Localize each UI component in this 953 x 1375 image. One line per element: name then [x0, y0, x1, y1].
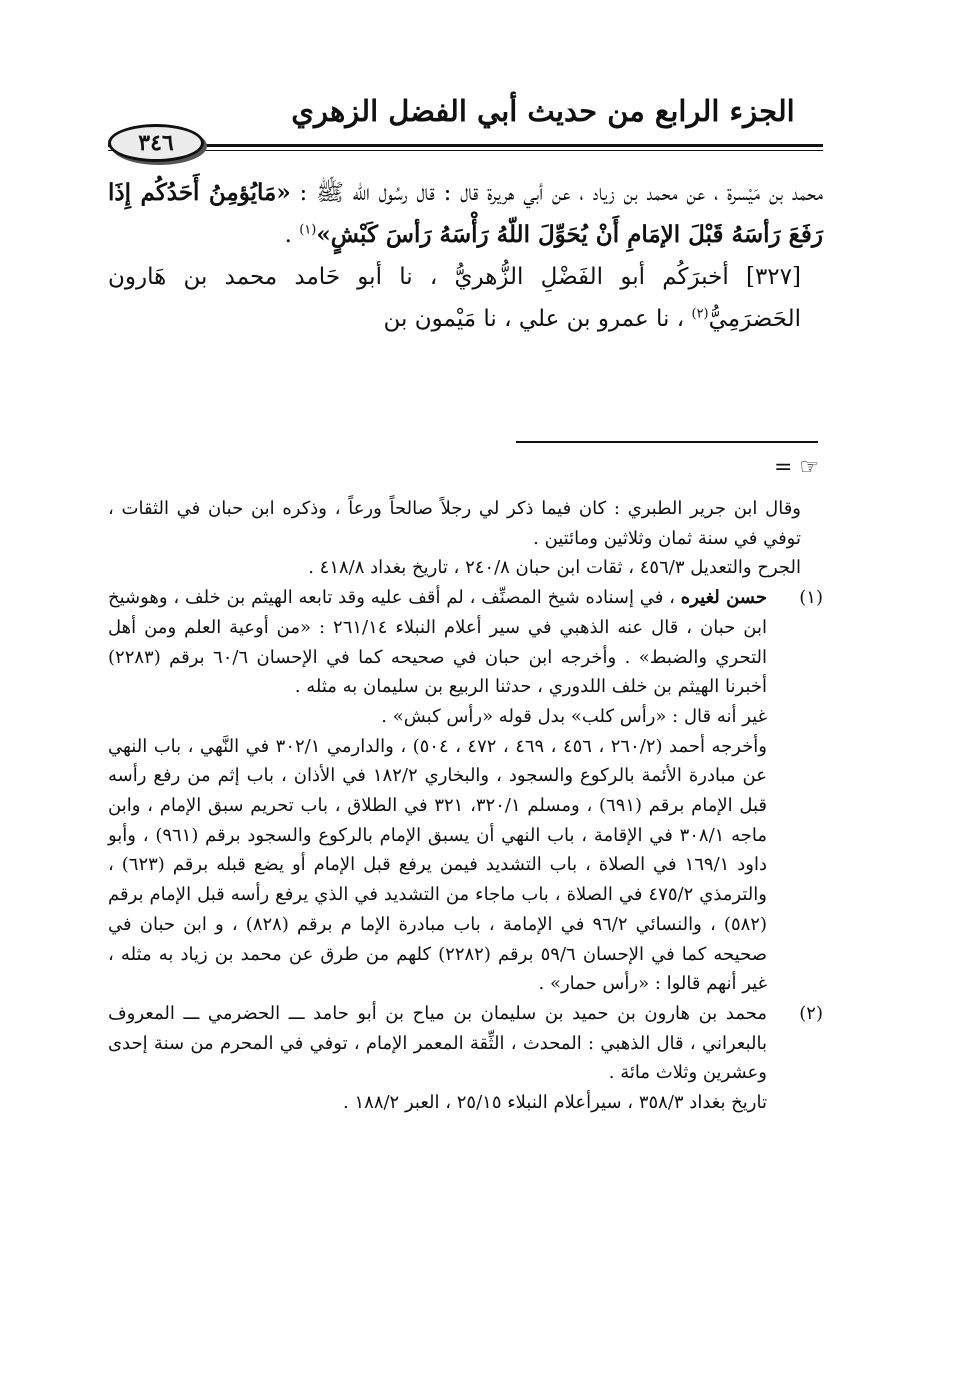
footnote-paragraph: وأخرجه أحمد (٢٦٠/٢ ، ٤٥٦ ، ٤٦٩ ، ٤٧٢ ، ٥٠٤) ، والدارمي ٣٠٢/١ في النَّهي ، باب النهي عن مبادرة الأئمة بالركوع والسجود ، والبخاري ١٨٢/٢ في الأذان ، باب إثم من رفع رأسه قبل الإمام برقم (٦٩١) ، ومسلم ٣٢٠/١، ٣٢١ في الطلاق ، باب تحريم سبق الإمام ، وابن ماجه ٣٠٨/١ في الإقامة ، باب النهي أن يسبق الإمام بالركوع والسجود برقم (٩٦١) ، وأبو داود ١٦٩/١ في الصلاة ، باب التشديد فيمن يرفع قبل الإمام أو يضع قبله برقم (٦٢٣) ، والترمذي ٤٧٥/٢ في الصلاة ، باب ماجاء من التشديد في الذي يرفع رأسه قبل الإمام برقم (٥٨٢) ، والنسائي ٩٦/٢ في الإمامة ، باب مبادرة الإما م برقم (٨٢٨) ، و ابن حبان في صحيحه كما في الإحسان ٥٩/٦ برقم (٢٢٨٢) كلهم من طرق عن محمد بن زياد به مثله ، غير أنهم قالوا : «رأس حمار» . — [108, 735, 768, 995]
page-number: ٣٤٦ — [108, 124, 204, 162]
footnote-body — [108, 583, 767, 999]
footnote-paragraph: غير أنه قال : «رأس كلب» بدل قوله «رأس كبش» . — [381, 705, 767, 727]
paragraph-end: . — [284, 222, 300, 248]
grading-label: حسن لغيره — [680, 587, 767, 609]
footnote-text: ، في إسناده شيخ المصنِّف ، لم أقف عليه وقد تابعه الهيثم بن خلف ، وهوشيخ ابن حبان ، قال عنه الذهبي في سير أعلام النبلاء ٢٦١/١٤ : «من أوعية العلم ومن أهل التحري والضبط» . وأخرجه ابن حبان في صحيحه كما في الإحسان ٦٠/٦ برقم (٢٢٨٣) أخبرنا الهيثم بن خلف اللدوري ، حدثنا الربيع بن سليمان به مثله . — [108, 587, 767, 698]
footnote-body — [108, 999, 767, 1118]
header-rule-thin — [108, 150, 823, 151]
footnote-ref-1: (١) — [299, 222, 317, 238]
footnote-paragraph — [108, 583, 767, 702]
footnote-continuation-1: وقال ابن جرير الطبري : كان فيما ذكر لي رجلاً صالحاً ورعاً ، وذكره ابن حبان في الثقات ، توفي في سنة ثمان وثلاثين ومائتين . — [108, 498, 801, 549]
footnote-number: (١) — [799, 587, 823, 609]
footnote-ref-2: (٢) — [691, 306, 709, 322]
continuation-mark: = ☞ — [774, 455, 820, 480]
footnote-paragraph: محمد بن هارون بن حميد بن سليمان بن مياح بن أبو حامد ـــ الحضرمي ـــ المعروف بالبعراني ، قال الذهبي : المحدث ، الثِّقة المعمر الإمام ، توفي في المحرم من سنة إحدى وعشرين وثلاث مائة . — [108, 1002, 767, 1084]
running-title: الجزء الرابع من حديث أبي الفضل الزهري — [291, 94, 795, 128]
footnotes — [108, 494, 823, 1118]
footnote-continuation-2: الجرح والتعديل ٤٥٦/٣ ، ثقات ابن حبان ٢٤٠/٨ ، تاريخ بغداد ٤١٨/٨ . — [308, 557, 801, 579]
isnad-text: محمد بن مَيْسرة ، عن محمد بن زياد ، عن أبي هريرة قال : قال رسُول اللّه ﷺ : — [290, 180, 823, 206]
footnote-separator — [516, 441, 818, 443]
main-paragraph-1 — [108, 172, 823, 256]
page-header — [108, 88, 823, 158]
isnad-text-327-cont: ، نا عمرو بن علي ، نا مَيْمون بن — [383, 306, 692, 332]
footnote-paragraph: تاريخ بغداد ٣٥٨/٣ ، سيرأعلام النبلاء ٢٥/١٥ ، العبر ١٨٨/٢ . — [343, 1092, 767, 1114]
main-text — [108, 172, 823, 340]
hadith-text: «مَايُؤمِنُ أَحَدُكُم إِذَا رَفَعَ رَأسَهُ قَبْلَ الإمَامِ أَنْ يُحَوِّلَ اللّهُ رَأْسَهُ رَأسَ كَبْشٍ» — [108, 179, 823, 248]
footnote-1 — [108, 583, 823, 999]
footnote-number: (٢) — [799, 1002, 823, 1024]
header-rule — [108, 144, 823, 147]
isnad-text-327: [٣٢٧] أخبرَكُم أبو الفَضْلِ الزُّهريُّ ، نا أبو حَامد محمد بن هَارون الحَضرَمِيُّ — [108, 264, 801, 332]
main-paragraph-2 — [108, 256, 823, 340]
footnote-2 — [108, 999, 823, 1118]
